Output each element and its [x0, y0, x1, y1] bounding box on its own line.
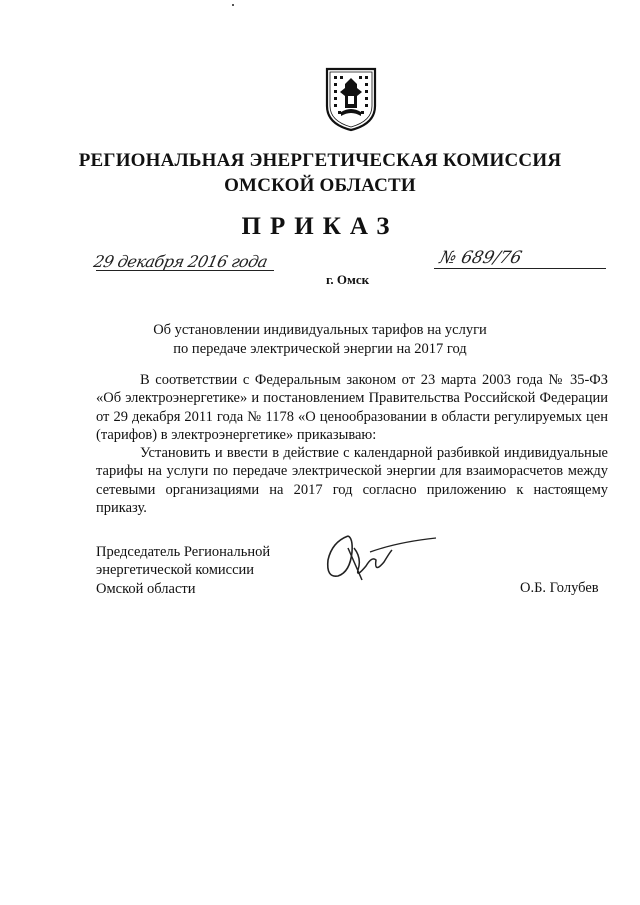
position-line2: энергетической комиссии	[96, 562, 255, 579]
signatory-position	[96, 543, 270, 598]
organization-name-line2: ОМСКОЙ ОБЛАСТИ	[224, 175, 416, 196]
organization-name-line1: РЕГИОНАЛЬНАЯ ЭНЕРГЕТИЧЕСКАЯ КОМИССИЯ	[78, 150, 562, 171]
position-line1: Председатель Региональной	[96, 544, 271, 560]
document-title: ПРИКАЗ	[241, 213, 399, 240]
subject-line2: по передаче электрической энергии на 2017 год	[173, 341, 467, 357]
subject-line1: Об установлении индивидуальных тарифов на услуги	[153, 322, 487, 338]
handwritten-date: 29 декабря 2016 года	[91, 252, 270, 271]
city-label: г. Омск	[326, 272, 370, 287]
handwritten-number: № 689/76	[437, 248, 524, 268]
scan-speck	[232, 4, 234, 6]
date-underline	[96, 270, 274, 271]
position-line3: Омской области	[96, 580, 196, 597]
coat-of-arms-icon	[324, 66, 378, 132]
handwritten-signature	[318, 528, 438, 586]
signatory-name: О.Б. Голубев	[520, 580, 599, 596]
body-paragraph-1: В соответствии с Федеральным законом от 23 марта 2003 года № 35-ФЗ «Об электроэнергетике» и постановлением Правительства Российской Федерации от 29 декабря 2011 года № 1178 «О ценообразовании в области регулируемых цен (тарифов) в электроэнергетике» приказываю:	[96, 372, 608, 444]
number-underline	[434, 268, 606, 269]
body-paragraph-2: Установить и ввести в действие с календарной разбивкой индивидуальные тарифы на услуги по передаче электрической энергии для взаиморасчетов между сетевыми организациями на 2017 год согласно приложению к настоящему приказу.	[96, 445, 608, 517]
